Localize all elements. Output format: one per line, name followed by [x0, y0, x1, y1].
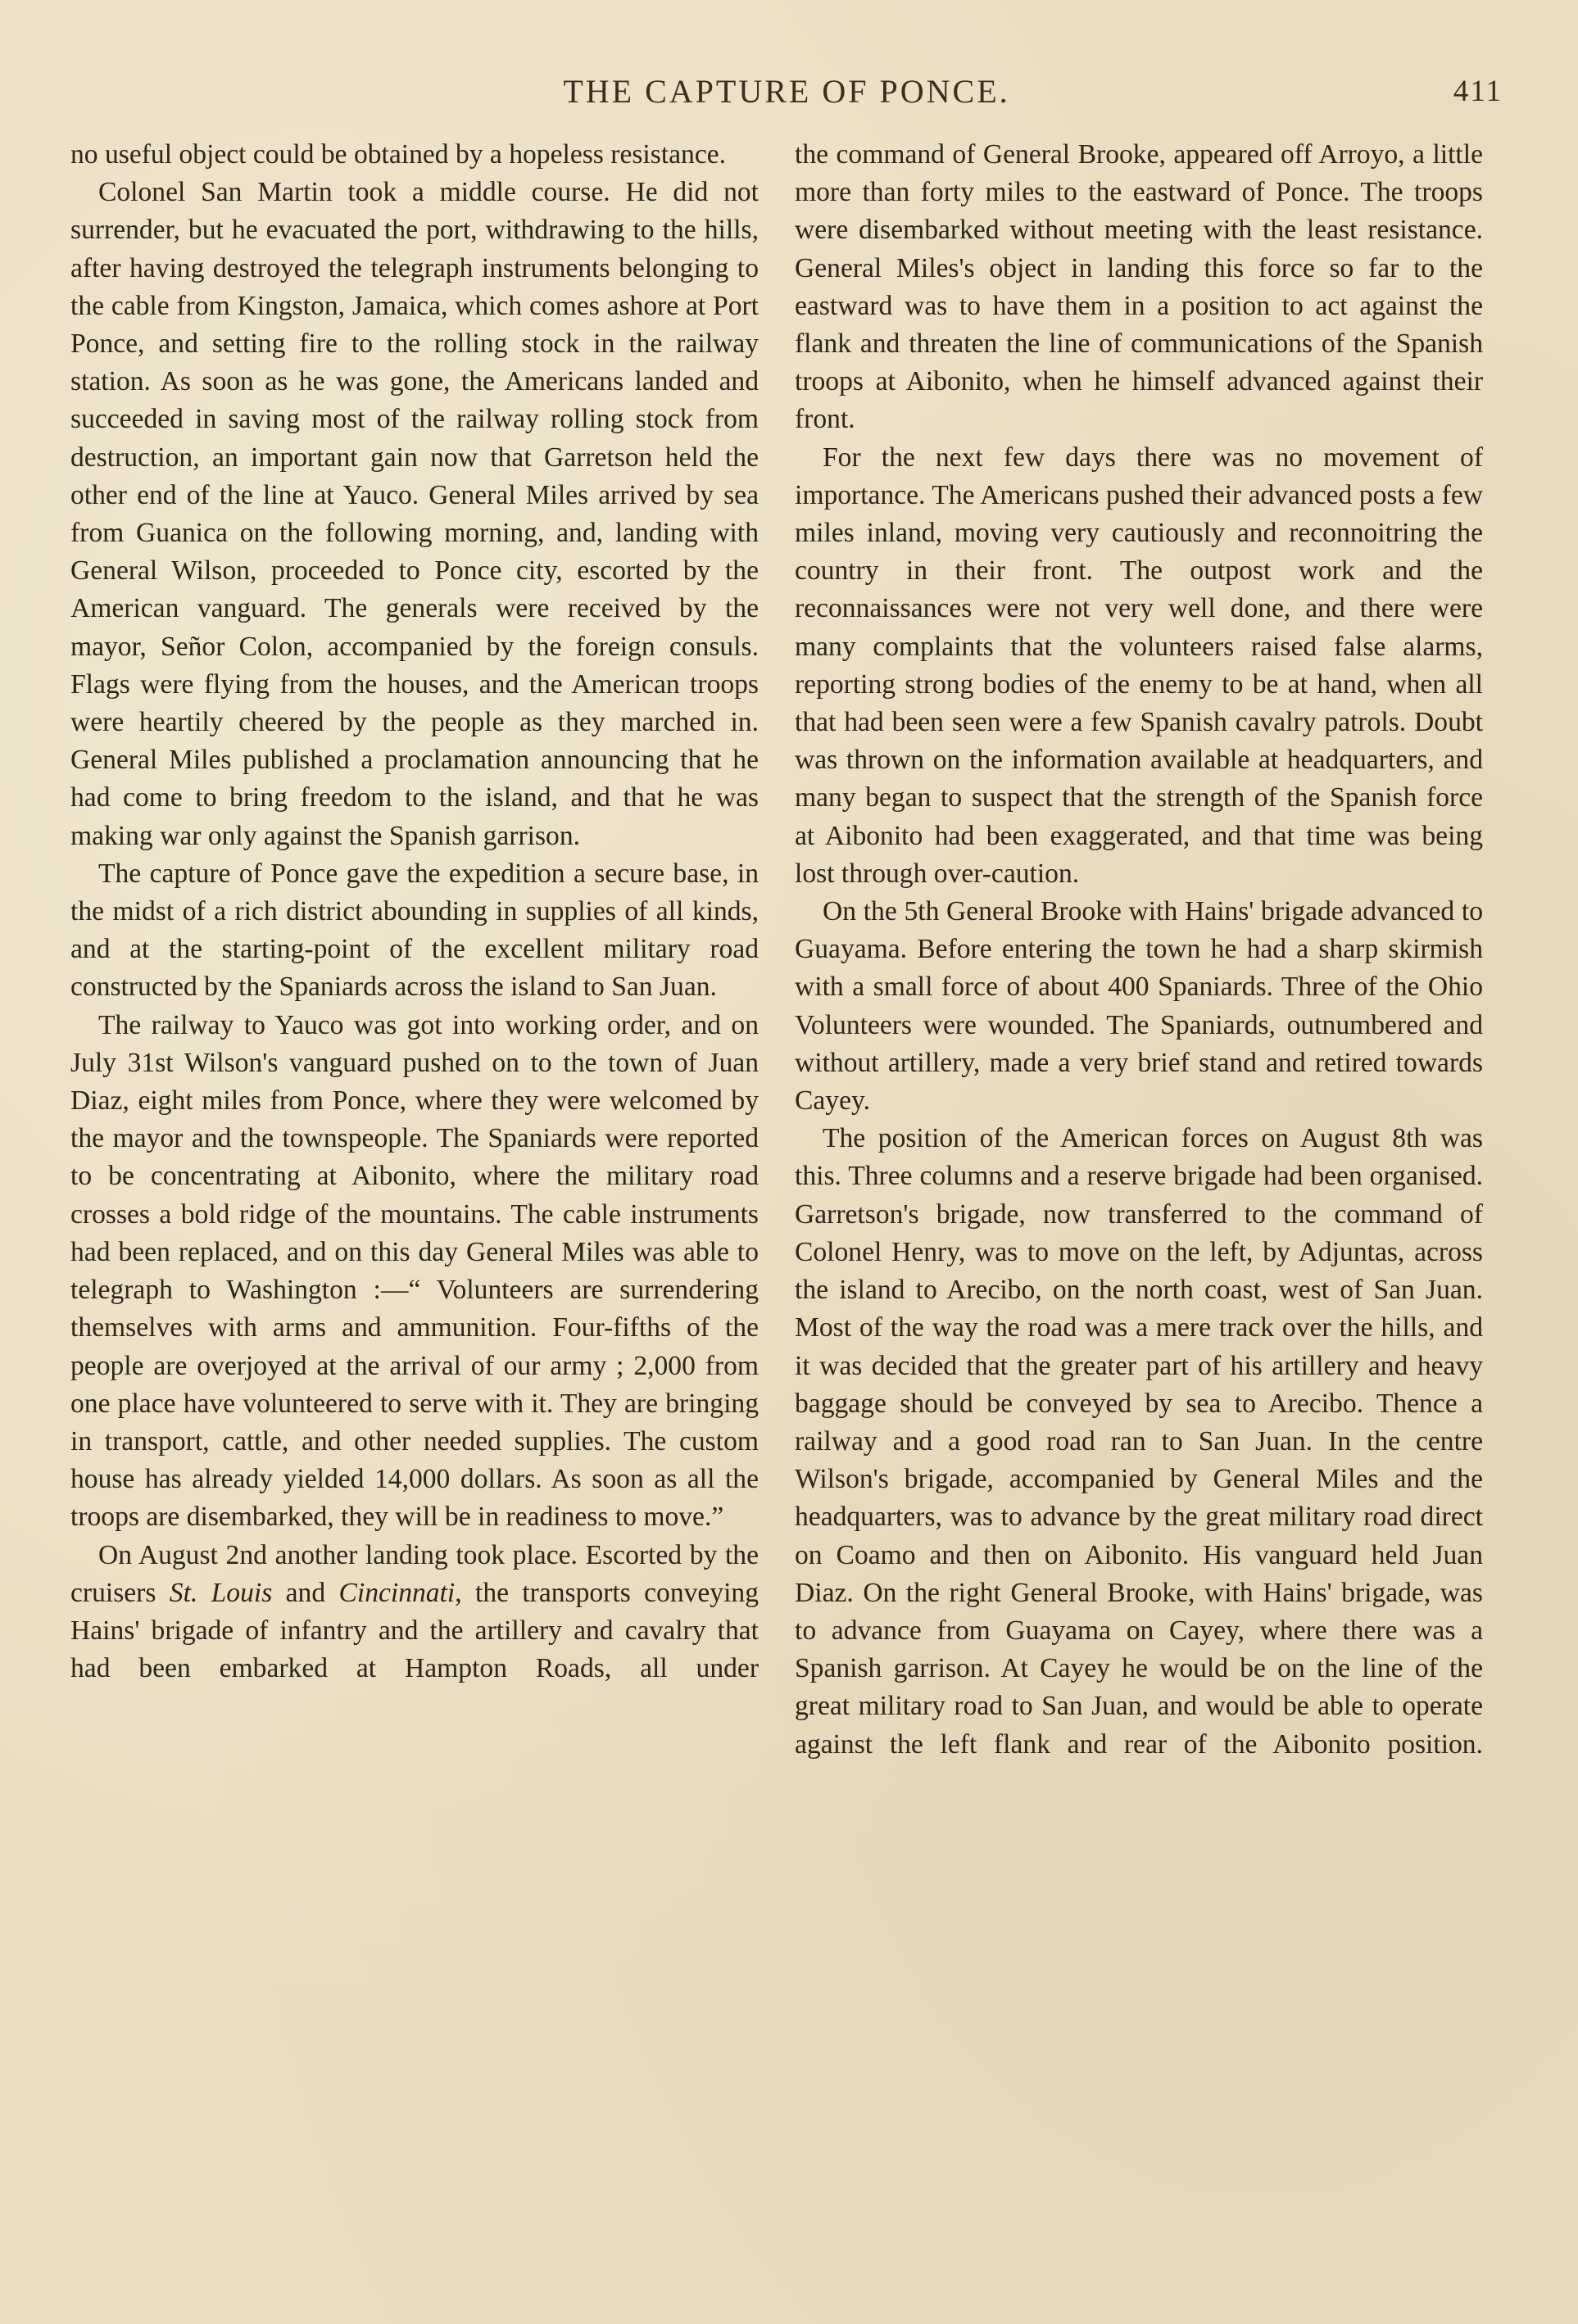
paragraph-right-4: The position of the American forces on August 8th was this. Three columns and a reserve brigade had been organised. Garretson's brigade, now transferred to the command of Colonel Henry, was to move on the left, by Adjuntas, across the island to Arecibo, on the north coast, west of San Juan. Most of the way the road was a mere track over the hills, and it was decided that the greater part of his artillery and heavy baggage should be conveyed by sea to Arecibo. Thence a railway and a good road ran to San Juan. In the centre Wilson's brigade, accompanied by General Miles and the headquarters, was to advance by the great military road direct on Coamo and then on Aibonito. His vanguard held Juan Diaz. On the right General Brooke, with Hains' brigade, was to advance from Guayama on Cayey, where there was a Spanish garrison. At Cayey he would be on the line of the great military road to San Juan, and would be able to operate against the left flank and rear of the Aibonito position.	[795, 1123, 1483, 1760]
paragraph-right-2: For the next few days there was no movement of importance. The Americans pushed their advanced posts a few miles inland, moving very cautiously and reconnoitring the country in their front. The outpost work and the reconnaissances were not very well done, and there were many complaints that the volunteers raised false alarms, reporting strong bodies of the enemy to be at hand, when all that had been seen were a few Spanish cavalry patrols. Doubt was thrown on the information available at headquarters, and many began to suspect that the strength of the Spanish force at Aibonito had been exaggerated, and that time was being lost through over-caution.	[795, 442, 1483, 889]
paragraph-left-5-end: , the transports conveying Hains' brigade of infantry and the artillery and cavalry that had been embarked at Hampton Roads, all under	[70, 1577, 759, 1684]
paragraph-left-5	[70, 1537, 759, 1688]
ship-name-st-louis: St. Louis	[169, 1577, 273, 1608]
paragraph-right-3: On the 5th General Brooke with Hains' brigade advanced to Guayama. Before entering the town he had a sharp skirmish with a small force of about 400 Spaniards. Three of the Ohio Volunteers were wounded. The Spaniards, outnumbered and without artillery, made a very brief stand and retired towards Cayey.	[795, 896, 1483, 1117]
paragraph-left-2: Colonel San Martin took a middle course. He did not surrender, but he evacuated the port, withdrawing to the hills, after having destroyed the telegraph instruments belonging to the cable from Kingston, Jamaica, which comes ashore at Port Ponce, and setting fire to the rolling stock in the railway station. As soon as he was gone, the Americans landed and succeeded in saving most of the railway rolling stock from destruction, an important gain now that Garretson held the other end of the line at Yauco. General Miles arrived by sea from Guanica on the following morning, and, landing with General Wilson, proceeded to Ponce city, escorted by the American vanguard. The generals were received by the mayor, Señor Colon, accompanied by the foreign consuls. Flags were flying from the houses, and the American troops were heartily cheered by the people as they marched in. General Miles published a proclamation announcing that he had come to bring freedom to the island, and that he was making war only against the Spanish garrison.	[70, 177, 759, 851]
chapter-title: THE CAPTURE OF PONCE.	[563, 73, 1010, 110]
right-column	[795, 136, 1483, 1764]
paragraph-right-1: the command of General Brooke, appeared off Arroyo, a little more than forty miles to the eastward of Ponce. The troops were disembarked without meeting with the least resistance. General Miles's object in landing this force so far to the eastward was to have them in a position to act against the flank and threaten the line of communications of the Spanish troops at Aibonito, when he himself advanced against their front.	[795, 139, 1483, 435]
left-column	[70, 136, 759, 1688]
paragraph-left-4: The railway to Yauco was got into working order, and on July 31st Wilson's vanguard pushed on to the town of Juan Diaz, eight miles from Ponce, where they were welcomed by the mayor and the townspeople. The Spaniards were reported to be concentrating at Aibonito, where the military road crosses a bold ridge of the mountains. The cable instruments had been replaced, and on this day General Miles was able to telegraph to Washington :—“ Volunteers are surrendering themselves with arms and ammunition. Four-fifths of the people are overjoyed at the arrival of our army ; 2,000 from one place have volunteered to serve with it. They are bringing in transport, cattle, and other needed supplies. The custom house has already yielded 14,000 dollars. As soon as all the troops are disembarked, they will be in readiness to move.”	[70, 1009, 759, 1533]
paragraph-left-1: no useful object could be obtained by a hopeless resistance.	[70, 139, 727, 170]
ship-name-cincinnati: Cincinnati	[338, 1577, 456, 1608]
running-head	[70, 67, 1503, 116]
paragraph-left-5-and: and	[272, 1577, 339, 1608]
paragraph-left-3: The capture of Ponce gave the expedition a secure base, in the midst of a rich district abounding in supplies of all kinds, and at the starting-point of the excellent military road constructed by the Spaniards across the island to San Juan.	[70, 858, 759, 1003]
paragraph-left-5-start: On August 2nd another landing took place. Escorted by the cruisers	[70, 1539, 759, 1608]
page-number: 411	[1453, 75, 1503, 108]
